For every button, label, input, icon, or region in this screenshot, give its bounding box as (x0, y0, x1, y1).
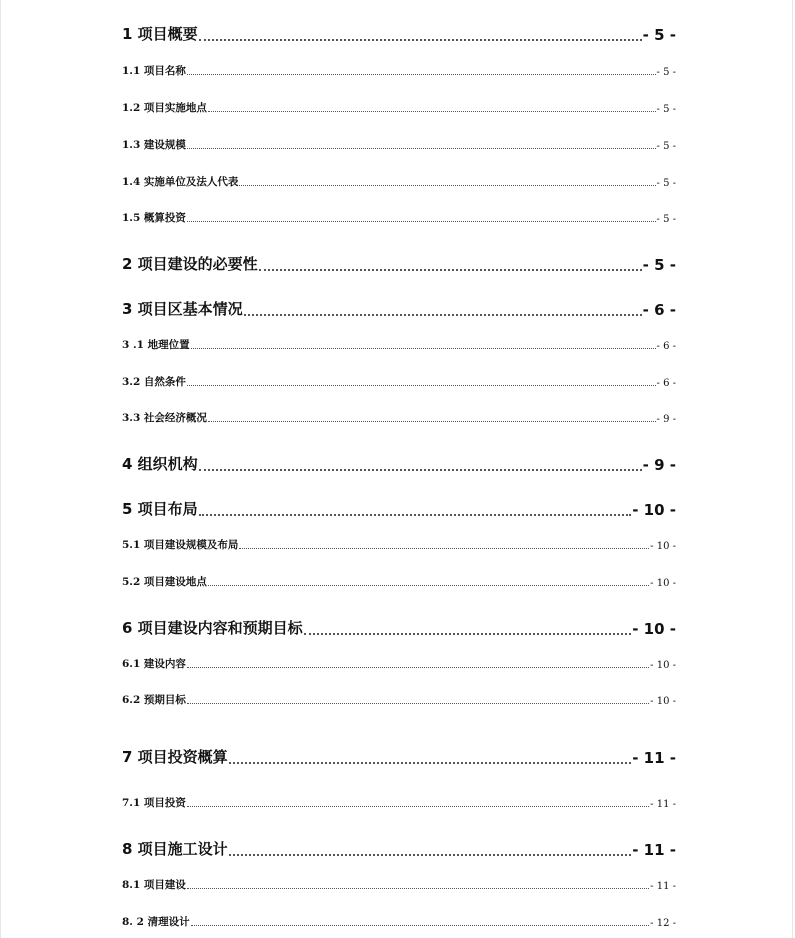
toc-page-number: - 10 - (632, 501, 676, 519)
toc-entry-title: 1.1 项目名称 (122, 65, 186, 77)
dot-leader (191, 925, 650, 926)
toc-entry-chapter[interactable] (122, 20, 676, 44)
dot-leader (199, 514, 632, 516)
toc-entry-title: 1 项目概要 (122, 25, 198, 43)
dot-leader (187, 888, 649, 889)
toc-entry-section[interactable] (122, 536, 676, 552)
toc-entry-section[interactable] (122, 913, 676, 929)
toc-page-number: - 10 - (650, 541, 676, 552)
toc-entry-section[interactable] (122, 876, 676, 892)
toc-entry-section[interactable] (122, 62, 676, 78)
toc-entry-chapter[interactable] (122, 743, 676, 767)
dot-leader (187, 221, 656, 222)
toc-entry-title: 6.2 预期目标 (122, 694, 186, 706)
dot-leader (304, 633, 632, 635)
toc-page-number: - 5 - (656, 214, 676, 225)
toc-entry-title: 2 项目建设的必要性 (122, 255, 258, 273)
dot-leader (187, 703, 649, 704)
dot-leader (208, 585, 649, 586)
toc-entry-title: 3 .1 地理位置 (122, 339, 190, 351)
toc-page-number: - 11 - (632, 749, 676, 767)
dot-leader (239, 548, 649, 549)
toc-page-number: - 10 - (650, 696, 676, 707)
dot-leader (191, 348, 656, 349)
toc-entry-title: 6 项目建设内容和预期目标 (122, 619, 303, 637)
dot-leader (244, 314, 642, 316)
toc-entry-title: 8 项目施工设计 (122, 840, 228, 858)
toc-page-number: - 5 - (656, 67, 676, 78)
toc-entry-section[interactable] (122, 373, 676, 389)
toc-entry-title: 3 项目区基本情况 (122, 300, 243, 318)
dot-leader (208, 111, 656, 112)
toc-entry-title: 4 组织机构 (122, 455, 198, 473)
dot-leader (199, 469, 642, 471)
toc-page-number: - 11 - (632, 841, 676, 859)
toc-page-number: - 10 - (632, 620, 676, 638)
toc-entry-section[interactable] (122, 655, 676, 671)
toc-page-number: - 11 - (650, 881, 676, 892)
dot-leader (187, 74, 656, 75)
dot-leader (187, 385, 656, 386)
dot-leader (187, 148, 656, 149)
dot-leader (229, 762, 632, 764)
dot-leader (199, 39, 642, 41)
toc-entry-section[interactable] (122, 99, 676, 115)
toc-entry-title: 5.2 项目建设地点 (122, 576, 207, 588)
toc-page-number: - 12 - (650, 918, 676, 929)
toc-entry-section[interactable] (122, 209, 676, 225)
toc-entry-section[interactable] (122, 794, 676, 810)
toc-entry-title: 1.5 概算投资 (122, 212, 186, 224)
toc-page-number: - 11 - (650, 799, 676, 810)
toc-page-number: - 9 - (656, 414, 676, 425)
toc-entry-title: 1.3 建设规模 (122, 139, 186, 151)
toc-entry-section[interactable] (122, 573, 676, 589)
toc-entry-title: 3.3 社会经济概况 (122, 412, 207, 424)
toc-page-number: - 6 - (642, 301, 676, 319)
toc-page-number: - 6 - (656, 341, 676, 352)
toc-page-number: - 5 - (656, 104, 676, 115)
dot-leader (208, 421, 656, 422)
toc-entry-chapter[interactable] (122, 495, 676, 519)
dot-leader (187, 806, 649, 807)
toc-entry-title: 5.1 项目建设规模及布局 (122, 539, 239, 551)
toc-entry-title: 1.2 项目实施地点 (122, 102, 207, 114)
toc-entry-title: 5 项目布局 (122, 500, 198, 518)
toc-page-number: - 10 - (650, 660, 676, 671)
dot-leader (239, 185, 655, 186)
toc-page-number: - 9 - (642, 456, 676, 474)
toc-entry-section[interactable] (122, 691, 676, 707)
dot-leader (187, 667, 649, 668)
toc-entry-title: 7 项目投资概算 (122, 748, 228, 766)
toc-entry-title: 6.1 建设内容 (122, 658, 186, 670)
toc-page-number: - 10 - (650, 578, 676, 589)
toc-entry-title: 1.4 实施单位及法人代表 (122, 176, 239, 188)
toc-page-number: - 5 - (656, 141, 676, 152)
dot-leader (229, 854, 632, 856)
toc-entry-chapter[interactable] (122, 614, 676, 638)
toc-page-number: - 6 - (656, 378, 676, 389)
toc-entry-title: 8. 2 清理设计 (122, 916, 190, 928)
toc-entry-section[interactable] (122, 336, 676, 352)
toc-entry-title: 7.1 项目投资 (122, 797, 186, 809)
toc-entry-section[interactable] (122, 409, 676, 425)
toc-entry-title: 8.1 项目建设 (122, 879, 186, 891)
toc-entry-chapter[interactable] (122, 835, 676, 859)
toc-entry-chapter[interactable] (122, 295, 676, 319)
toc-page-number: - 5 - (642, 26, 676, 44)
toc-entry-section[interactable] (122, 136, 676, 152)
toc-entry-section[interactable] (122, 173, 676, 189)
toc-entry-chapter[interactable] (122, 450, 676, 474)
toc-page-number: - 5 - (642, 256, 676, 274)
toc-entry-title: 3.2 自然条件 (122, 376, 186, 388)
toc-entry-chapter[interactable] (122, 250, 676, 274)
toc-page-number: - 5 - (656, 178, 676, 189)
dot-leader (259, 269, 642, 271)
